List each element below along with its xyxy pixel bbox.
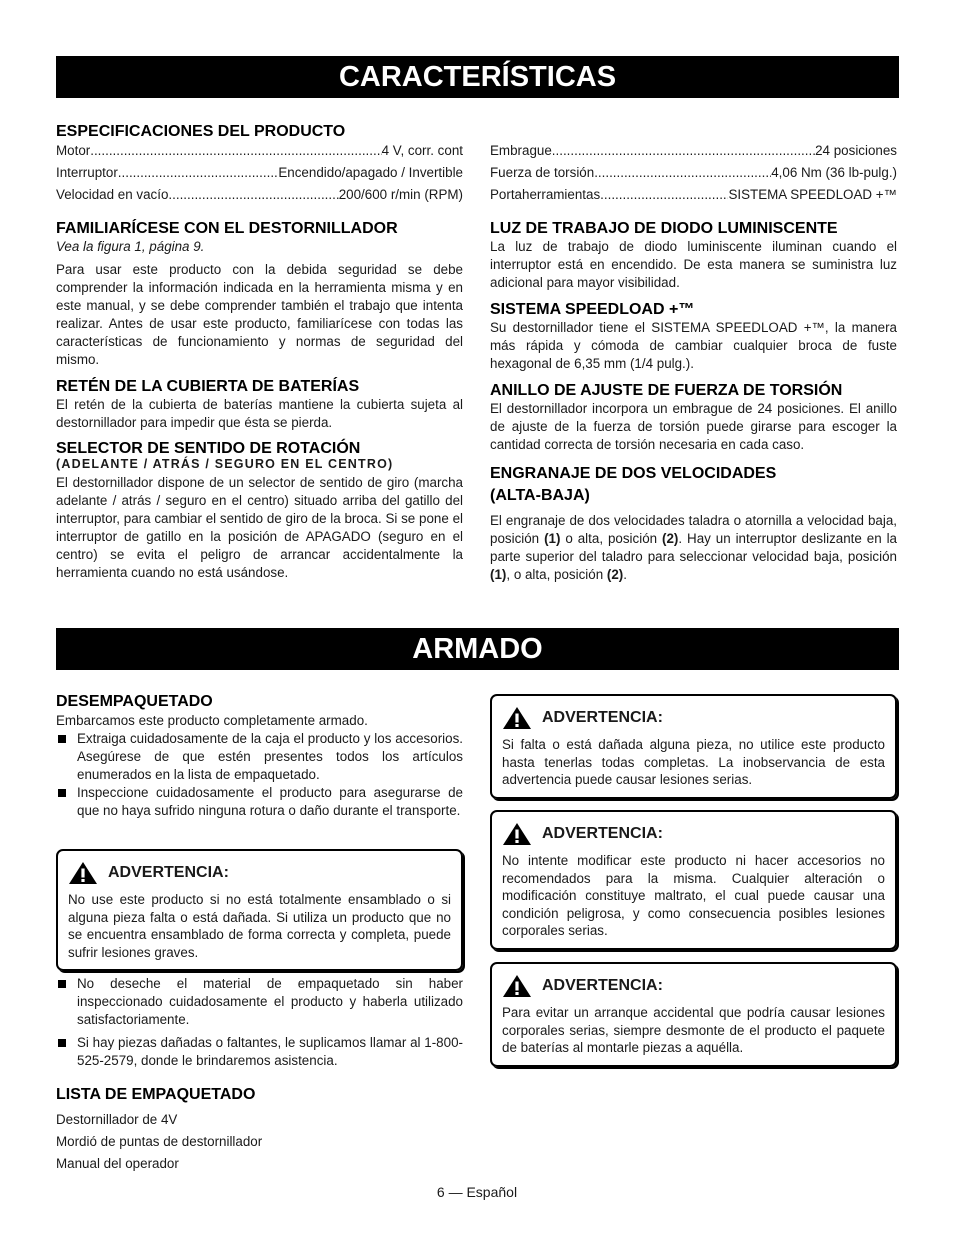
list-item: Si hay piezas dañadas o faltantes, le suplicamos llamar al 1-800-525-2579, donde le brindaremos asistencia. [56,1034,463,1070]
familiarice-text: Para usar este producto con la debida seguridad se debe comprender la información indicada en la herramienta misma y en este manual, y se debe comprender también el trabajo que intenta realizar. Antes de usar este producto, familiarícese con todas las características de funcionamiento y normas de seguridad del mismo. [56,262,463,367]
left-column-armado [56,692,463,820]
warning-text: No intente modificar este producto ni hacer accesorios no recomendados para la misma. Cualquier alteración o modificación constituye maltrato, el cual puede causar una condición peligrosa, y como consecuencia posibles lesiones corporales serias. [502,853,885,938]
figure-reference: Vea la figura 1, página 9. [56,239,205,254]
specs-right-list [490,140,897,206]
warning-box [56,849,463,971]
selector-text: El destornillador dispone de un selector de sentido de giro (marcha adelante / atrás / seguro en el centro) situado arriba del gatillo del interruptor, para cambiar el sentido de giro de la broca. Si se pone el interruptor de gatillo en la posición de APAGADO (seguro en el centro) se evita el peligro de arrancar accidentalmente la herramienta cuando no está usándose. [56,475,463,580]
spec-row: Portaherramientas ..... SISTEMA SPEEDLOAD +™ [490,184,897,206]
warning-header [68,861,451,885]
warning-header [502,822,885,846]
familiarice-heading: FAMILIARÍCESE CON EL DESTORNILLADOR [56,220,398,237]
warning-box [490,810,897,950]
specs-heading: ESPECIFICACIONES DEL PRODUCTO [56,123,346,140]
anillo-heading: ANILLO DE AJUSTE DE FUERZA DE TORSIÓN [490,382,843,399]
warning-title: ADVERTENCIA: [542,977,663,994]
list-item: No deseche el material de empaquetado sin haber inspeccionado cuidadosamente el producto y haberla utilizado satisfactoriamente. [56,975,463,1029]
warning-title: ADVERTENCIA: [108,864,229,881]
left-column-features [56,122,463,582]
section-title-caracteristicas: CARACTERÍSTICAS [56,56,899,98]
right-column-features [490,140,897,584]
list-item: Destornillador de 4V [56,1112,178,1127]
warning-triangle-icon [502,974,532,998]
desempaquetado-heading: DESEMPAQUETADO [56,693,213,710]
warning-triangle-icon [502,706,532,730]
engranaje-text: El engranaje de dos velocidades taladra o atornilla a velocidad baja, posición (1) o alta, posición (2). Hay un interruptor deslizante en la parte superior del taladro para seleccionar velocidad baja, posición (1), o alta, posición (2). [490,513,897,582]
desempaquetado-intro: Embarcamos este producto completamente armado. [56,713,368,728]
list-item: Manual del operador [56,1156,179,1171]
warning-triangle-icon [68,861,98,885]
spec-row: Motor ..... 4 V, corr. cont [56,140,463,162]
list-item: Extraiga cuidadosamente de la caja el producto y los accesorios. Asegúrese de que estén presentes todos los artículos enumerados en la lista de empaquetado. [56,730,463,784]
luz-heading: LUZ DE TRABAJO DE DIODO LUMINISCENTE [490,220,838,237]
warning-header [502,706,885,730]
left-column-armado-continued [56,975,463,1175]
speedload-heading: SISTEMA SPEEDLOAD +™ [490,301,695,318]
reten-text: El retén de la cubierta de baterías mantiene la cubierta sujeta al destornillador para impedir que ésta se pierda. [56,397,463,430]
warning-box [490,694,897,799]
warning-text: Para evitar un arranque accidental que podría causar lesiones corporales serias, siempre desmonte de el producto el paquete de baterías al montarle piezas a aquélla. [502,1005,885,1055]
spec-row: Velocidad en vacío ..... 200/600 r/min (RPM) [56,184,463,206]
list-item: Inspeccione cuidadosamente el producto para asegurarse de que no haya sufrido ninguna rotura o daño durante el transporte. [56,784,463,820]
spec-row: Embrague ..... 24 posiciones [490,140,897,162]
warning-text: Si falta o está dañada alguna pieza, no utilice este producto hasta tenerlas todas completas. La inobservancia de esta advertencia puede causar lesiones serias. [502,737,885,787]
list-item: Mordió de puntas de destornillador [56,1134,263,1149]
anillo-text: El destornillador incorpora un embrague de 24 posiciones. El anillo de ajuste de la fuerza de torsión puede girarse para escoger la cantidad correcta de torsión necesaria en cada caso. [490,401,897,452]
reten-heading: RETÉN DE LA CUBIERTA DE BATERÍAS [56,378,360,395]
selector-heading: SELECTOR DE SENTIDO DE ROTACIÓN [56,440,361,457]
page-footer: 6 — Español [436,1184,518,1200]
warning-triangle-icon [502,822,532,846]
specs-left-list [56,140,463,206]
warning-header [502,974,885,998]
warning-title: ADVERTENCIA: [542,825,663,842]
section-title-armado: ARMADO [56,628,899,670]
speedload-text: Su destornillador tiene el SISTEMA SPEEDLOAD +™, la manera más rápida y cómoda de cambiar cualquier broca de fuste hexagonal de 6,35 mm (1/4 pulg.). [490,320,897,371]
luz-text: La luz de trabajo de diodo luminiscente iluminan cuando el interruptor está en encendido. De esta manera se suministra luz adicional para mayor visibilidad. [490,239,897,290]
spec-row: Interruptor ..... Encendido/apagado / Invertible [56,162,463,184]
packing-list [56,1109,463,1175]
warning-text: No use este producto si no está totalmente ensamblado o si alguna pieza falta o está dañada. Si utiliza un producto que no se encuentra ensamblado de forma correcta y completa, puede sufrir lesiones graves. [68,892,451,960]
engranaje-heading: ENGRANAJE DE DOS VELOCIDADES (ALTA-BAJA) [490,465,777,504]
warning-box [490,962,897,1067]
spec-row: Fuerza de torsión ..... 4,06 Nm (36 lb-pulg.) [490,162,897,184]
warning-title: ADVERTENCIA: [542,709,663,726]
lista-heading: LISTA DE EMPAQUETADO [56,1086,256,1103]
selector-subheading: (ADELANTE / ATRÁS / SEGURO EN EL CENTRO) [56,457,394,471]
